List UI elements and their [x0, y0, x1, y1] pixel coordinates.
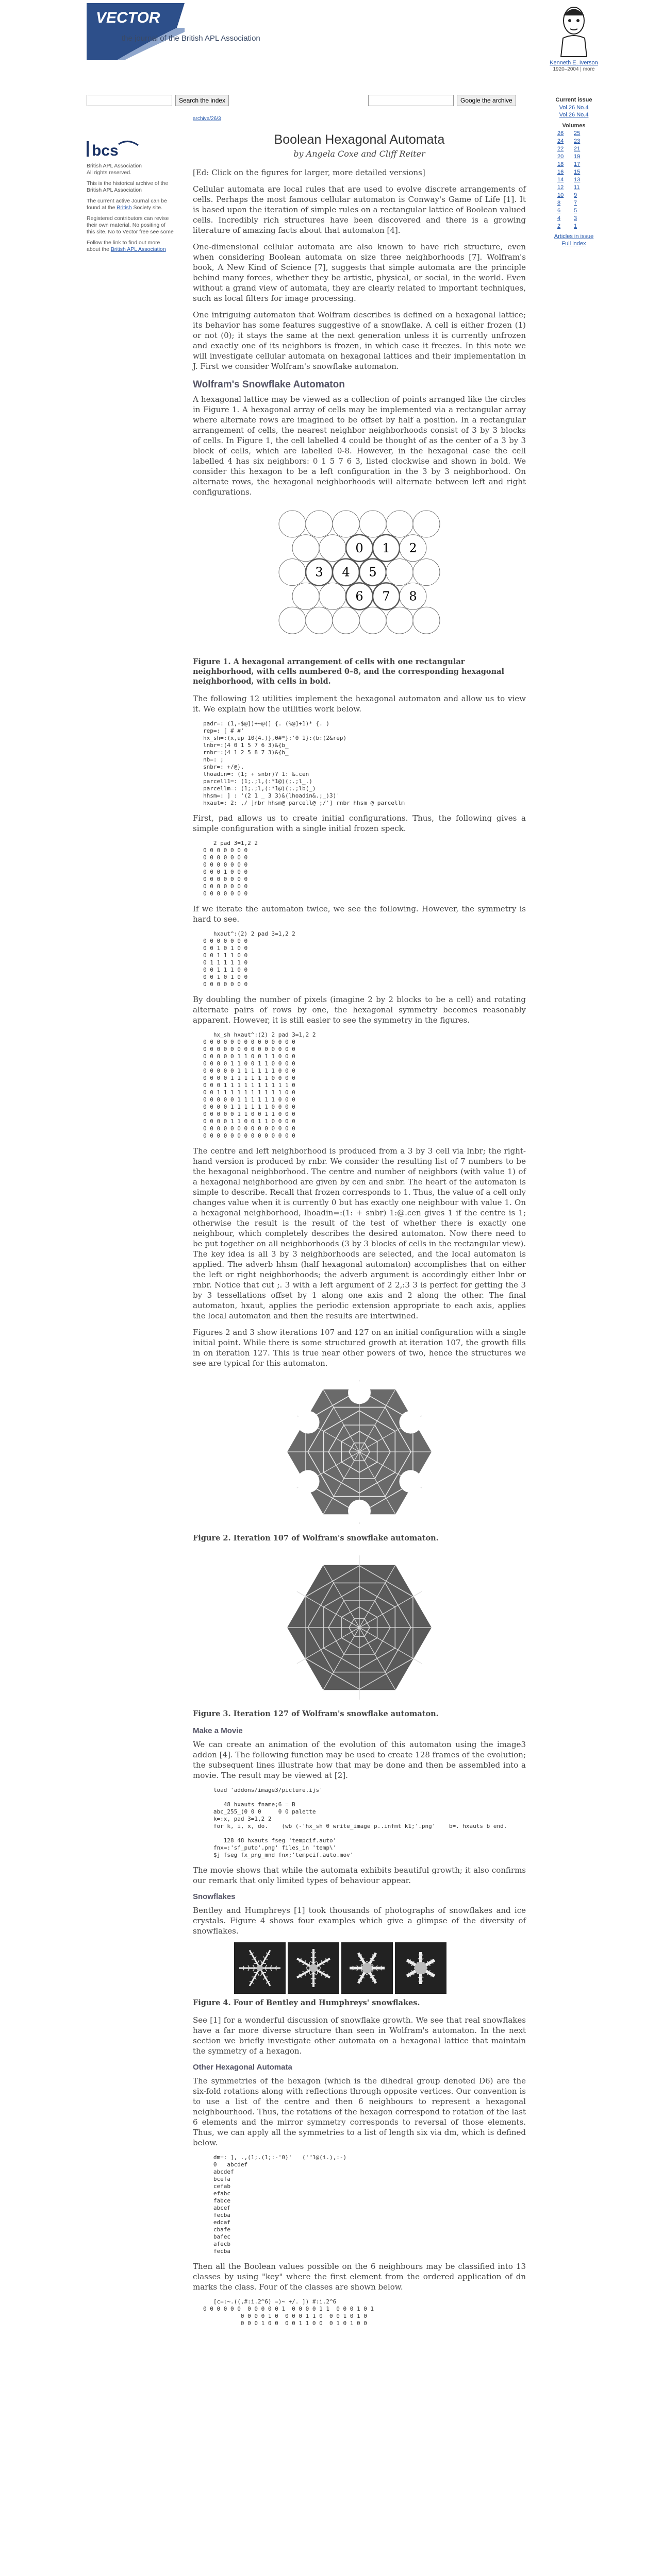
current-journal-label: The current active Journal can be found at the — [87, 198, 167, 211]
snowflake-photo-frame — [395, 1942, 446, 1994]
cell-number: 7 — [382, 589, 390, 604]
google-search-input[interactable] — [368, 95, 454, 106]
lattice-cell — [292, 583, 319, 609]
cell-number: 5 — [369, 565, 377, 580]
section-heading: Snowflakes — [193, 1892, 236, 1901]
cell-number: 2 — [409, 540, 417, 555]
figure-4-caption: Figure 4. Four of Bentley and Humphreys' snowflakes. — [193, 1998, 420, 2007]
paragraph: A hexagonal lattice may be viewed as a collection of points arranged like the circles in Figure 1. A hexagonal array of cells may be implemented via a rectangular array where alternate rows are imagined to be offset by half a position. In a rectangular arrangement of cells, the nearest neighbor neighborhoods consist of 3 by 3 blocks of cells. In Figure 1, the cell labelled 4 could be thought of as the center of a 3 by 3 block of cells, which are labelled 0-8. However, in the hexagonal case the cell labelled 4 has six neighbors: 0 1 5 7 6 3, listed clockwise and shown in bold. We consider this hexagon to be a left configuration in the 3 by 3 neighborhood. On alternate rows, the hexagonal neighborhoods will alternate between left and right configurations. — [193, 395, 526, 497]
article — [193, 112, 526, 2333]
cell-number: 0 — [355, 540, 363, 555]
snowflake-photo[interactable] — [288, 1942, 339, 1994]
snowflake-notch — [297, 1470, 320, 1493]
snowflake-photo-frame — [288, 1942, 339, 1994]
volume-link[interactable]: 23 — [574, 138, 581, 144]
paragraph: One-dimensional cellular automata are also known to have rich structure, even when considering Boolean automata on size three neighborhoods [7]. Wolfram's book, A New Kind of Science [7], suggests that simple automata are the principle behind many forces, whether they be artistic, physical, or social, in the world. Even without a grand view of automata, they are clearly related to important techniques, such as local filters for image processing. — [193, 242, 526, 303]
cell-number: 6 — [355, 589, 363, 604]
code-block: hxaut^:(2) 2 pad 3=1,2 2 0 0 0 0 0 0 0 0 0 1 0 1 0 0 0 0 1 1 1 0 0 0 1 1 1 1 1 0 0 0 1 1 1 0 0 0 0 1 0 1 0 0 0 0 0 0 0 0 0 — [203, 930, 295, 988]
follow-note-text: Follow the link to find out more about the — [87, 240, 160, 252]
volume-link[interactable]: 24 — [557, 138, 564, 144]
iverson-portrait-block — [545, 0, 602, 93]
iverson-link[interactable]: Kenneth E. Iverson — [550, 60, 598, 66]
volume-link[interactable]: 13 — [574, 177, 581, 183]
lattice-cell — [413, 559, 440, 586]
snowflake-notch — [348, 1500, 371, 1522]
lattice-cell — [279, 559, 306, 586]
volume-link[interactable]: 17 — [574, 161, 581, 167]
google-archive-button[interactable]: Google the archive — [457, 95, 516, 106]
bcs-logo[interactable] — [87, 140, 143, 161]
volume-link[interactable]: 2 — [557, 223, 561, 229]
volume-link[interactable]: 25 — [574, 130, 581, 137]
header — [0, 0, 662, 95]
volume-link[interactable]: 6 — [557, 208, 561, 214]
section-heading: Other Hexagonal Automata — [193, 2063, 292, 2072]
snowflake-photo-frame — [234, 1942, 286, 1994]
article-title: Boolean Hexagonal Automata — [274, 132, 445, 147]
paragraph: Cellular automata are local rules that are used to evolve discrete arrangements of cells. Perhaps the most famous cellular automaton is Conway's Game of Life [1]. It is based upon the iteration of simple rules on a rectangular lattice of Boolean valued cells. Incredibly rich structures have been discovered and there is a growing literature of amazing facts about that automaton [4]. — [193, 184, 526, 235]
volume-link[interactable]: 21 — [574, 146, 581, 152]
code-block: dm=: ], .,(1;.(1;:-'0)' ('"1@(i.),:-) 0 abcdef abcdef bcefa cefab efabc fabce abcef fecba edcaf cbafe bafec afecb fecba — [213, 2154, 347, 2255]
code-block: load 'addons/image3/picture.ijs' 48 hxauts fname;6 = B abc_255_(0 0 0 0 0 palette k=:x, pad 3=1,2 2 for k, i, x, do. (wb (-'hx_sh 0 write_image p..infmt k1;'.png' b=. hxauts b end. 128 48 hxauts fseg 'tempcif.auto' fnx=:'sf_puto'.png' files_in 'temp\' $j fseg fx_png_mnd fnx;'tempcif.auto.mov' — [213, 1787, 507, 1858]
code-block: [c=:~.((,#:i.2^6) =)~ +/. ]) #:i.2^6 0 0 0 0 0 0 0 0 0 0 0 1 0 0 0 0 1 1 0 0 0 1 0 1 0 0 0 0 1 0 0 0 0 1 1 0 0 0 1 0 1 0 0 0 0 1 0 0 0 0 1 1 0 0 0 1 0 1 0 0 — [203, 2298, 374, 2327]
search-index-button[interactable]: Search the index — [175, 95, 229, 106]
paragraph: See [1] for a wonderful discussion of snowflake growth. We see that real snowflakes have a far more diverse structure than seen in Wolfram's automaton. In the next section we briefly investigate other automata on a hexagonal lattice that maintain the symmetry of a hexagon. — [193, 2015, 526, 2056]
volume-link[interactable]: 3 — [574, 215, 577, 222]
archive-note: This is the historical archive of the British APL Association — [87, 180, 169, 193]
lattice-cell — [359, 607, 386, 634]
cell-number: 8 — [409, 589, 417, 604]
lattice-cell — [292, 535, 319, 562]
snowflake-photo[interactable] — [395, 1942, 446, 1994]
figure-2-snowflake-107[interactable] — [282, 1375, 437, 1529]
paragraph: The following 12 utilities implement the hexagonal automaton and allow us to view it. We explain how the utilities work below. — [193, 694, 526, 714]
lattice-cell — [333, 511, 359, 537]
volume-link[interactable]: 11 — [574, 184, 580, 191]
volume-link[interactable]: 22 — [557, 146, 564, 152]
volume-link[interactable]: 12 — [557, 184, 564, 191]
google-search — [368, 95, 516, 106]
volume-link[interactable]: 7 — [574, 200, 577, 206]
full-index-link[interactable]: Full index — [561, 241, 586, 247]
article-byline: by Angela Coxe and Cliff Reiter — [293, 149, 425, 159]
contributors-note: Registered contributors can revise their own material. No positing of this site. No to Vector free see some — [87, 215, 174, 235]
lattice-cell — [319, 535, 346, 562]
iverson-portrait-icon[interactable] — [556, 0, 592, 58]
paragraph: First, pad allows us to create initial configurations. Thus, the following gives a simple configuration with a single initial frozen speck. — [193, 814, 526, 833]
code-block: hx_sh hxaut^:(2) 2 pad 3=1,2 2 0 0 0 0 0 0 0 0 0 0 0 0 0 0 0 0 0 0 0 0 0 0 0 0 0 0 0 0 0 0 0 0 0 1 1 0 0 1 1 0 0 0 0 0 0 0 1 1 0 0 1 1 0 0 0 0 0 0 0 0 0 1 1 1 1 1 1 0 0 0 0 0 0 0 1 1 1 1 1 1 0 0 0 0 0 0 0 1 1 1 1 1 1 1 1 1 1 0 0 0 1 1 1 1 1 1 1 1 1 1 0 0 0 0 0 0 0 1 1 1 1 1 1 0 0 0 0 0 0 0 1 1 1 1 1 1 0 0 0 0 0 0 0 0 0 1 1 0 0 1 1 0 0 0 0 0 0 0 1 1 0 0 1 1 0 0 0 0 0 0 0 0 0 0 0 0 0 0 0 0 0 0 0 0 0 0 0 0 0 0 0 0 0 0 0 0 — [203, 1031, 316, 1139]
code-block: padr=: (1,-$@])+~@(] {. (%@]+1)* {. ) rep=: [ # #' hx_sh=:(x,up 10{4.)},0#*}:'0 1}:(b:(2&rep) lnbr=:(4 0 1 5 7 6 3)&{b_ rnbr=:(4 1 2 5 8 7 3)&{b_ nb=: ; snbr=: +/@}. lhoadin=: (1; + snbr)? 1: &.cen parcell1=: (1;.;l,(:*1@)(;.;l_.) parcellm=: (1;.;l,(:*1@)(;.;lb(_) hhsm=: ] : '(2 1 _ 3 3)&(lhoadin&.;_)3)' hxaut=: 2: ,/ ]nbr hhsm@ parcell@ ;/'] rnbr hhsm @ parcellm — [203, 720, 405, 806]
figure-3-caption: Figure 3. Iteration 127 of Wolfram's snowflake automaton. — [193, 1709, 439, 1718]
lattice-cell — [319, 583, 346, 609]
volume-link[interactable]: 19 — [574, 154, 581, 160]
code-block: 2 pad 3=1,2 2 0 0 0 0 0 0 0 0 0 0 0 0 0 0 0 0 0 0 0 0 0 0 0 0 1 0 0 0 0 0 0 0 0 0 0 0 0 0 0 0 0 0 0 0 0 0 0 0 0 — [203, 840, 258, 897]
lattice-cell — [279, 607, 306, 634]
current-journal-note — [87, 198, 174, 211]
lattice-cell — [386, 559, 413, 586]
volume-link[interactable]: 15 — [574, 169, 581, 175]
logo-text: VECTOR — [96, 9, 160, 26]
paragraph: The symmetries of the hexagon (which is the dihedral group denoted D6) are the six-fold rotations along with reflections through opposite vertices. Our convention is to use a list of the centre and then 6 neighbours to represent a hexagonal neighbourhood. Thus, the rotations of the hexagon correspond to rotation of the last 6 elements and the mirror symmetry corresponds to reversal of those elements. Thus, we can apply all the symmetries to a list of length six via dm, which is defined below. — [193, 2076, 526, 2147]
snowflake-photo[interactable] — [234, 1942, 286, 1994]
paragraph: Figures 2 and 3 show iterations 107 and 127 on an initial configuration with a single initial point. While there is some structured growth at iteration 107, the growth fills in on iteration 127. This is true near other powers of two, hence the structures we see are typical for this automaton. — [193, 1328, 526, 1368]
bcs-logo-text: bcs — [92, 142, 119, 159]
british-link[interactable]: British — [117, 205, 132, 211]
snowflake-photo-frame — [341, 1942, 393, 1994]
paragraph: We can create an animation of the evolution of this automaton using the image3 addon [4]. The following function may be used to create 128 frames of the evolution; the subsequent lines illustrate how that may be done and then be assembled into a movie. The result may be viewed at [2]. — [193, 1740, 526, 1780]
snowflake-notch — [297, 1411, 320, 1434]
paragraph: If we iterate the automaton twice, we see the following. However, the symmetry is hard to see. — [193, 904, 526, 924]
bcs-logo-subtitle: British APL Association — [87, 163, 142, 169]
lattice-cell — [413, 511, 440, 537]
current-issue-link-2[interactable]: Vol.26 No.4 — [559, 112, 589, 118]
volume-link[interactable]: 20 — [557, 154, 564, 160]
lattice-cell — [333, 607, 359, 634]
paragraph: One intriguing automaton that Wolfram describes is defined on a hexagonal lattice; its behavior has some features suggestive of a snowflake. A cell is either frozen (1) or not (0); it stays the same at the next generation unless it is currently unfrozen and exactly one of its neighbors is frozen, in which case it freezes. In this note we will investigate cellular automata on hexagonal lattices and their implementation in J. First we consider Wolfram's snowflake automaton. — [193, 310, 526, 371]
volume-link[interactable]: 10 — [557, 192, 564, 198]
snowflake-notch — [348, 1381, 371, 1404]
volumes-label: Volumes — [562, 123, 586, 129]
snowflake-notch — [399, 1411, 422, 1434]
index-search-input[interactable] — [87, 95, 172, 106]
volume-link[interactable]: 5 — [574, 208, 577, 214]
lattice-cell — [306, 511, 333, 537]
volume-link[interactable]: 4 — [557, 215, 561, 222]
volume-link[interactable]: 16 — [557, 169, 564, 175]
lattice-cell — [386, 607, 413, 634]
bapla-link[interactable]: British APL Association — [110, 246, 166, 252]
left-sidebar — [87, 140, 174, 257]
article-id-link[interactable]: archive/26/3 — [193, 116, 221, 122]
articles-in-issue-link[interactable]: Articles in issue — [554, 233, 594, 240]
follow-note — [87, 240, 174, 253]
paragraph: The centre and left neighborhood is produced from a 3 by 3 cell via lnbr; the right-hand version is produced by rnbr. We consider the resulting list of 7 numbers to be the hexagonal neighborhood. The centre and number of neighbors (with value 1) of a hexagonal neighborhood are given by cen and snbr. The heart of the automaton is simple to describe. Recall that frozen corresponds to 1. Thus, the value of a cell only changes value when it is currently 0 but has exactly one neighbour with value 1. On a hexagonal neighborhood, lhoadin=:(1: + snbr) 1:@.cen gives 1 if the centre is 1; otherwise the result is the result of the test of whether there is exactly one neighbour, which completely describes the desired automaton. Now there need to be put together on all neighborhoods (3 by 3 blocks of cells in the rectangular view). The key idea is all 3 by 3 neighborhoods are selected, and the local automaton is applied. The adverb hhsm (half hexagonal automaton) accomplishes that on either the left or right neighborhoods; the adverb argument is accordingly either lnbr or rnbr. Notice that cut ;. 3 with a left argument of 2 2,:3 3 is perfect for getting the 3 by 3 tessellations offset by 1 along one axis and 2 along the other. The final automaton, hxaut, applies the periodic extension appropriate to each axis, applies the local automaton and then the results are intertwined. — [193, 1146, 526, 1320]
journal-title: the journal of the British APL Association — [122, 34, 260, 43]
figure-4-snowflake-photos — [234, 1942, 526, 1994]
index-search — [87, 95, 229, 106]
figure-1-caption: Figure 1. A hexagonal arrangement of cells with one rectangular neighborhood, with cells numbered 0–8, and the corresponding hexagonal neighborhood, with cells in bold. — [193, 657, 505, 686]
lattice-cell — [279, 511, 306, 537]
rights-note: All rights reserved. — [87, 170, 131, 176]
lattice-cell — [413, 607, 440, 634]
volume-link[interactable]: 8 — [557, 200, 561, 206]
volume-link[interactable]: 18 — [557, 161, 564, 167]
volume-link[interactable]: 14 — [557, 177, 564, 183]
current-journal-tail: Society site. — [133, 205, 163, 211]
editor-note: [Ed: Click on the figures for larger, more detailed versions] — [193, 168, 425, 177]
lattice-cell — [359, 511, 386, 537]
lattice-cell — [386, 511, 413, 537]
vector-logo[interactable] — [87, 3, 185, 60]
cell-number: 3 — [315, 565, 323, 580]
figure-1-hex-lattice[interactable] — [277, 503, 442, 653]
snowflake-photo[interactable] — [341, 1942, 393, 1994]
volume-link[interactable]: 26 — [557, 130, 564, 137]
paragraph: Then all the Boolean values possible on the 6 neighbours may be classified into 13 classes by using "key" where the first element from the ordered application of dn marks the class. Four of the classes are shown below. — [193, 2262, 526, 2292]
iverson-dates: 1920–2004 | more — [553, 66, 595, 72]
lattice-cell — [306, 607, 333, 634]
snowflake-notch — [399, 1470, 422, 1493]
paragraph: Bentley and Humphreys [1] took thousands of photographs of snowflakes and ice crystals. Figure 4 shows four examples which give a glimpse of the diversity of snowflakes. — [193, 1906, 526, 1936]
current-issue-link[interactable]: Vol.26 No.4 — [559, 105, 589, 111]
current-issue-label: Current issue — [555, 97, 592, 103]
paragraph: By doubling the number of pixels (imagine 2 by 2 blocks to be a cell) and rotating alternate pairs of rows by one, the hexagonal symmetry becomes reasonably apparent. However, it is still easier to see the symmetry in the figures. — [193, 995, 526, 1025]
paragraph: The movie shows that while the automata exhibits beautiful growth; it also confirms our remark that only limited types of behaviour appear. — [193, 1866, 526, 1885]
cell-number: 4 — [342, 565, 350, 580]
right-sidebar — [540, 95, 607, 247]
volume-link[interactable]: 9 — [574, 192, 577, 198]
cell-number: 1 — [382, 540, 390, 555]
volume-link[interactable]: 1 — [574, 223, 577, 229]
section-heading: Wolfram's Snowflake Automaton — [193, 379, 345, 390]
figure-3-snowflake-127[interactable] — [282, 1550, 437, 1705]
volumes-list — [540, 130, 607, 230]
section-heading: Make a Movie — [193, 1726, 243, 1735]
figure-2-caption: Figure 2. Iteration 107 of Wolfram's snowflake automaton. — [193, 1534, 439, 1543]
